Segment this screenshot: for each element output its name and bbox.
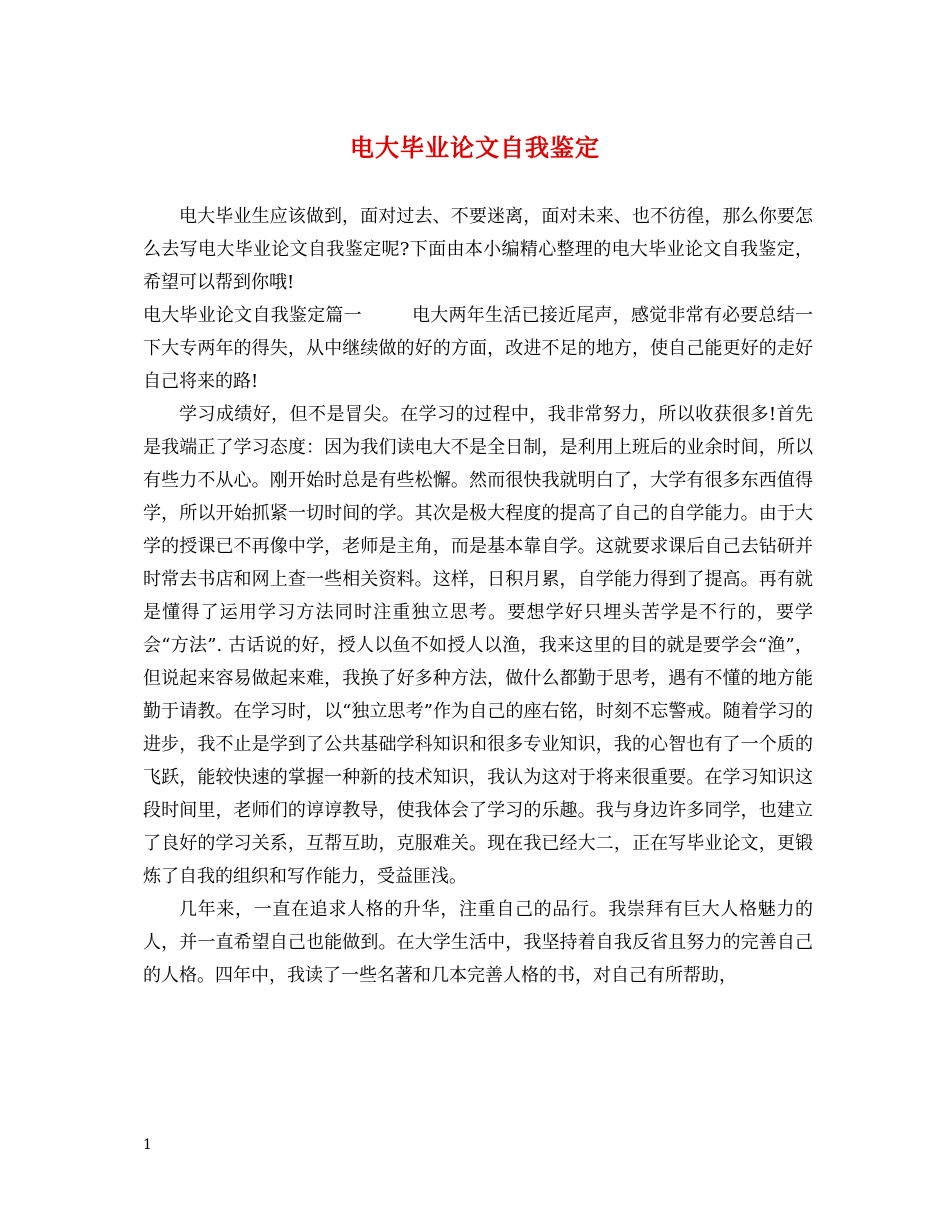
document-body bbox=[143, 200, 813, 992]
section-opening-text: 电大两年生活已接近尾声，感觉非常有必要总结一下大专两年的得失，从中继续做的好的方面，改进不足的地方，使自己能更好的走好自己将来的路! bbox=[143, 305, 814, 392]
character-paragraph: 几年来，一直在追求人格的升华，注重自己的品行。我崇拜有巨大人格魅力的人，并一直希望自己也能做到。在大学生活中，我坚持着自我反省且努力的完善自己的人格。四年中，我读了一些名著和几本完善人格的书，对自己有所帮助， bbox=[143, 899, 813, 986]
study-paragraph: 学习成绩好，但不是冒尖。在学习的过程中，我非常努力，所以收获很多!首先是我端正了学习态度：因为我们读电大不是全日制，是利用上班后的业余时间，所以有些力不从心。刚开始时总是有些松懈。然而很快我就明白了，大学有很多东西值得学，所以开始抓紧一切时间的学。其次是极大程度的提高了自己的自学能力。由于大学的授课已不再像中学，老师是主角，而是基本靠自学。这就要求课后自己去钻研并时常去书店和网上查一些相关资料。这样，日积月累，自学能力得到了提高。再有就是懂得了运用学习方法同时注重独立思考。要想学好只埋头苦学是不行的，要学会“方法”. 古话说的好，授人以鱼不如授人以渔，我来这里的目的就是要学会“渔”，但说起来容易做起来难，我换了好多种方法，做什么都勤于思考，遇有不懂的地方能勤于请教。在学习时，以“独立思考”作为自己的座右铭，时刻不忘警戒。随着学习的进步，我不止是学到了公共基础学科知识和很多专业知识，我的心智也有了一个质的飞跃，能较快速的掌握一种新的技术知识，我认为这对于将来很重要。在学习知识这段时间里，老师们的谆谆教导，使我体会了学习的乐趣。我与身边许多同学，也建立了良好的学习关系，互帮互助，克服难关。现在我已经大二，正在写毕业论文，更锻炼了自我的组织和写作能力，受益匪浅。 bbox=[143, 404, 813, 887]
intro-paragraph: 电大毕业生应该做到，面对过去、不要迷离，面对未来、也不彷徨，那么你要怎么去写电大毕业论文自我鉴定呢?下面由本小编精心整理的电大毕业论文自我鉴定，希望可以帮到你哦! bbox=[143, 206, 813, 293]
section-heading: 电大毕业论文自我鉴定篇一 bbox=[143, 305, 362, 326]
section-paragraph bbox=[143, 299, 813, 398]
page-number: 1 bbox=[143, 1137, 152, 1153]
document-title: 电大毕业论文自我鉴定 bbox=[350, 133, 600, 162]
